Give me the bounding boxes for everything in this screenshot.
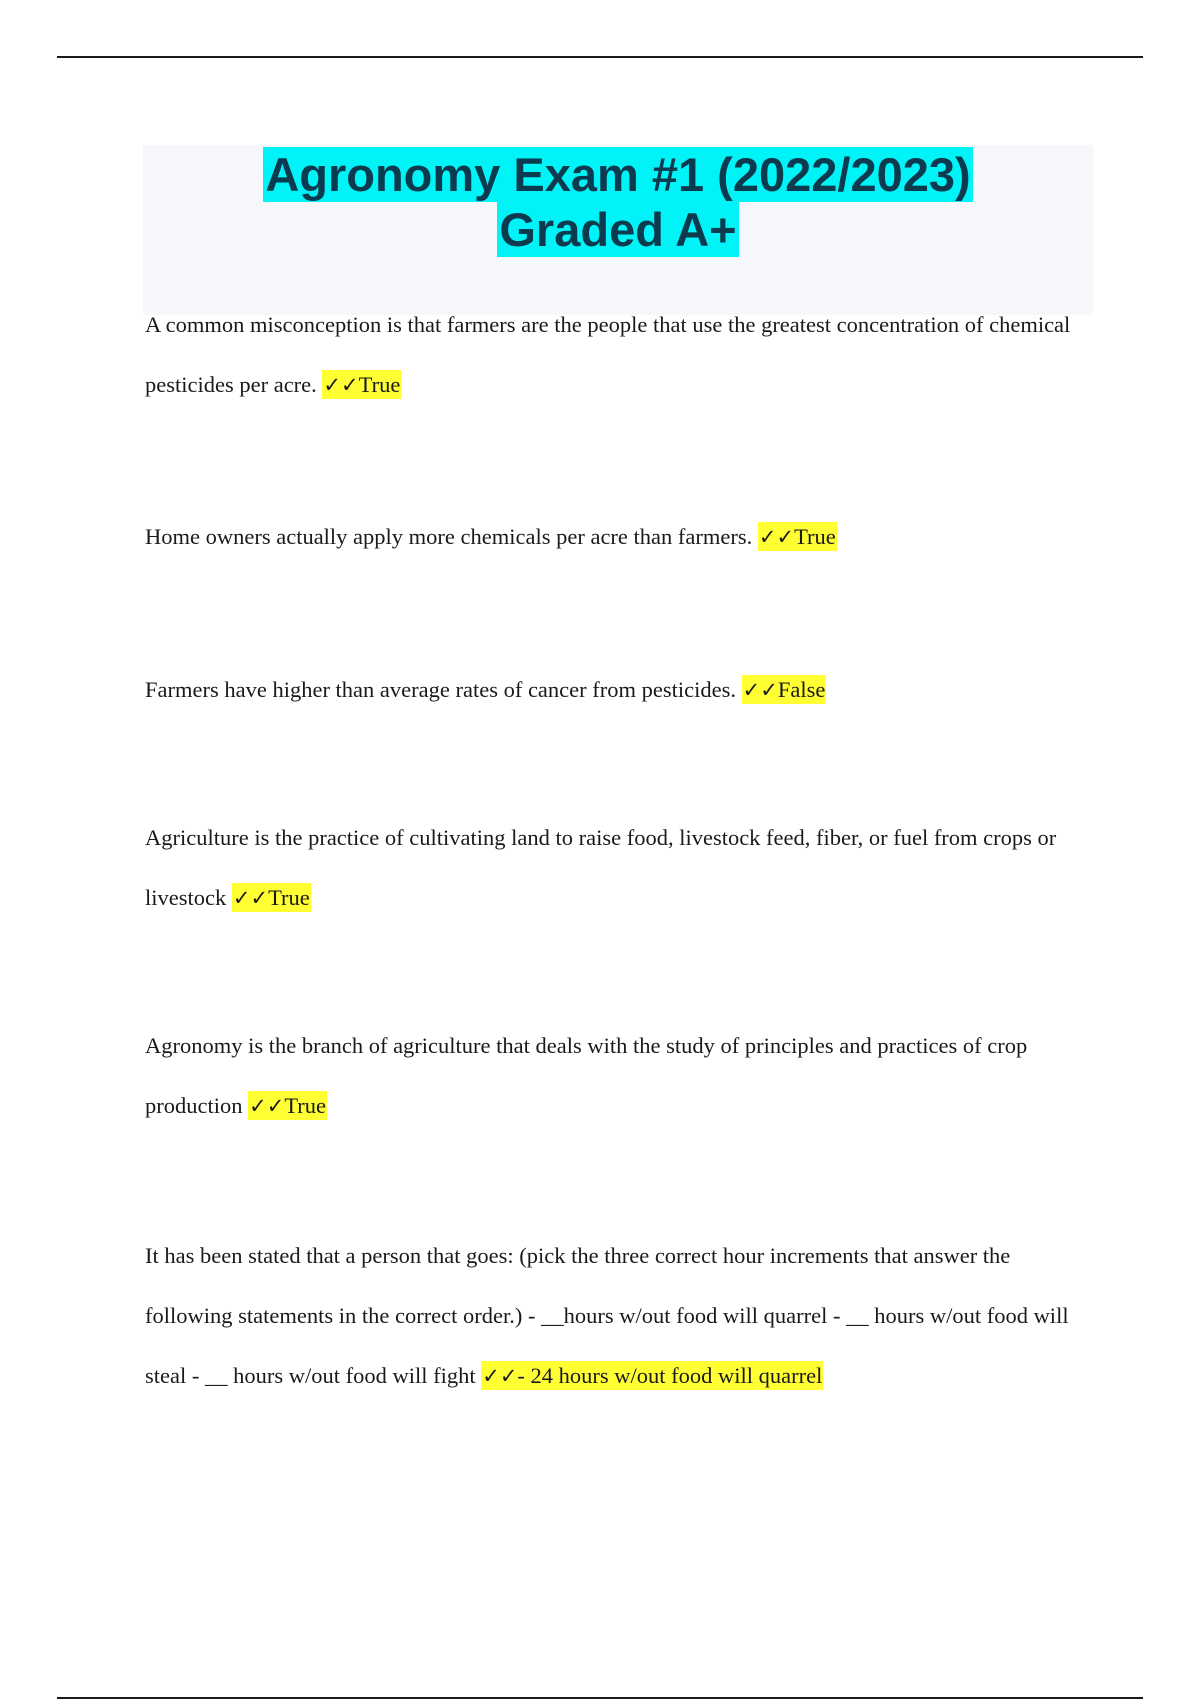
answer-text: True: [358, 372, 401, 397]
question-text: A common misconception is that farmers are the people that use the greatest concentration of chemical pesticides per acre.: [145, 312, 1071, 397]
double-check-icon: ✓✓: [323, 373, 359, 397]
answer-highlight: [742, 675, 827, 704]
question-6: [145, 1226, 1085, 1406]
answer-text: True: [794, 524, 836, 549]
question-text: It has been stated that a person that goes: (pick the three correct hour increments that answer the following statements in the correct order.) - __hours w/out food will quarrel - __ hours w/out food will steal - __ hours w/out food will fight: [145, 1243, 1069, 1388]
answer-text: True: [268, 885, 310, 910]
question-2: [145, 507, 1085, 567]
double-check-icon: ✓✓: [232, 886, 269, 910]
double-check-icon: ✓✓: [249, 1094, 285, 1118]
answer-highlight: [248, 1091, 327, 1120]
answer-highlight: [232, 883, 311, 912]
question-text: Agriculture is the practice of cultivating land to raise food, livestock feed, fiber, or fuel from crops or livestock: [145, 825, 1057, 910]
double-check-icon: ✓✓: [758, 525, 795, 549]
question-4: [145, 808, 1085, 928]
answer-text: False: [777, 677, 826, 702]
question-5: [145, 1016, 1085, 1136]
answer-highlight: [758, 522, 837, 551]
question-text: Home owners actually apply more chemicals per acre than farmers.: [145, 524, 758, 549]
footer-rule: [57, 1697, 1143, 1699]
title-banner: [143, 145, 1093, 315]
double-check-icon: ✓✓: [742, 678, 778, 702]
answer-highlight: [481, 1361, 823, 1390]
answer-text: - 24 hours w/out food will quarrel: [517, 1363, 823, 1388]
double-check-icon: ✓✓: [482, 1364, 518, 1388]
question-1: [145, 295, 1085, 415]
document-title-line-2: Graded A+: [499, 203, 737, 256]
question-text: Agronomy is the branch of agriculture that deals with the study of principles and practices of crop production: [145, 1033, 1028, 1118]
answer-highlight: [322, 370, 401, 399]
document-title-line-1: Agronomy Exam #1 (2022/2023): [265, 148, 971, 201]
question-text: Farmers have higher than average rates of cancer from pesticides.: [145, 677, 742, 702]
answer-text: True: [284, 1093, 326, 1118]
header-rule: [57, 56, 1143, 58]
question-3: [145, 660, 1085, 720]
